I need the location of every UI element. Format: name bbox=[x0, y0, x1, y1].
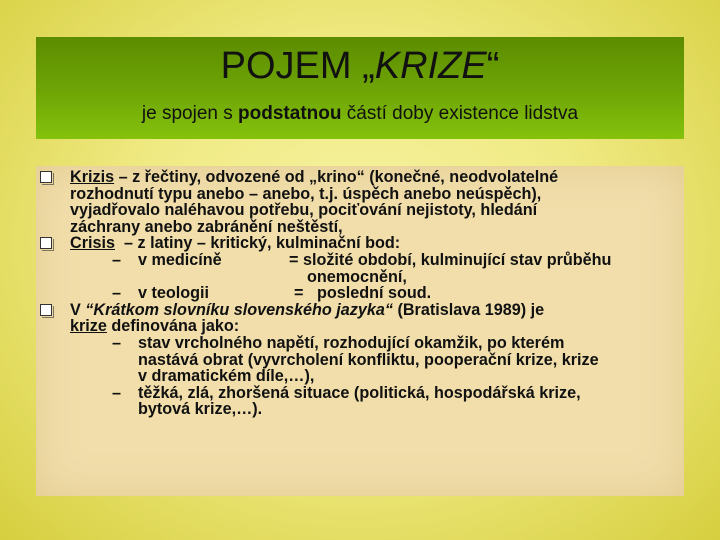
dict-title: “Krátkom slovníku slovenského jazyka“ bbox=[85, 300, 393, 319]
def1-line-2: nastává obrat (vyvrcholení konfliktu, pooperační krize, krize bbox=[138, 350, 599, 369]
list-item bbox=[40, 302, 676, 335]
sub-item-definition-1 bbox=[40, 335, 676, 385]
crisis-rest: – z latiny – kritický, kulminační bod: bbox=[115, 234, 401, 253]
dict-term-post: definována jako: bbox=[106, 317, 240, 336]
content-panel bbox=[36, 166, 684, 496]
sub-item-medicine bbox=[40, 252, 676, 285]
def1-line-1: stav vrcholného napětí, rozhodující okamžik, po kterém bbox=[138, 333, 565, 352]
checkbox-bullet-icon bbox=[40, 237, 52, 249]
def1-line-3: v dramatickém díle,…), bbox=[138, 367, 315, 386]
dash: – bbox=[112, 250, 122, 269]
term-crisis: Crisis bbox=[70, 234, 115, 253]
krizis-line-2: rozhodnutí typu anebo – anebo, t.j. úspěch anebo neúspěch), bbox=[70, 184, 542, 203]
subtitle-pre: je spojen s bbox=[141, 103, 239, 124]
def2-line-2: bytová krize,…). bbox=[138, 400, 263, 419]
checkbox-bullet-icon bbox=[40, 304, 52, 316]
subtitle-post: částí doby existence lidstva bbox=[341, 103, 579, 124]
term-krize: krize bbox=[70, 317, 107, 336]
subtitle-bold: podstatnou bbox=[238, 103, 342, 124]
medicine-definition: = složité období, kulminující stav průběhu bbox=[289, 250, 612, 269]
slide-title bbox=[36, 45, 684, 88]
dict-pre: V bbox=[70, 300, 86, 319]
dash: – bbox=[112, 284, 122, 303]
term-krizis: Krizis bbox=[70, 168, 115, 186]
title-word: KRIZE bbox=[374, 45, 487, 87]
sub-item-definition-2 bbox=[40, 385, 676, 418]
def2-line-1: těžká, zlá, zhoršená situace (politická, hospodářská krize, bbox=[138, 383, 581, 402]
krizis-line-3: vyjadřovalo naléhavou potřebu, pociťování nejistoty, hledání bbox=[70, 201, 538, 220]
list-item bbox=[40, 169, 676, 235]
title-suffix: “ bbox=[486, 45, 500, 87]
medicine-definition-cont: onemocnění, bbox=[307, 267, 407, 286]
theology-label: v teologii bbox=[138, 284, 210, 303]
theology-definition: = poslední soud. bbox=[294, 284, 432, 303]
dict-post: (Bratislava 1989) je bbox=[392, 300, 545, 319]
slide-subtitle bbox=[36, 103, 684, 125]
krizis-line-1: – z řečtiny, odvozené od „krino“ (konečné, neodvolatelné bbox=[114, 168, 559, 186]
dash: – bbox=[112, 333, 122, 352]
krizis-line-4: záchrany anebo zabránění neštěstí, bbox=[70, 217, 343, 236]
sub-item-theology bbox=[40, 285, 676, 302]
dash: – bbox=[112, 383, 122, 402]
list-item bbox=[40, 235, 676, 252]
medicine-label: v medicíně bbox=[138, 250, 222, 269]
title-banner bbox=[36, 37, 684, 139]
checkbox-bullet-icon bbox=[40, 171, 52, 183]
title-prefix: POJEM „ bbox=[220, 45, 375, 87]
